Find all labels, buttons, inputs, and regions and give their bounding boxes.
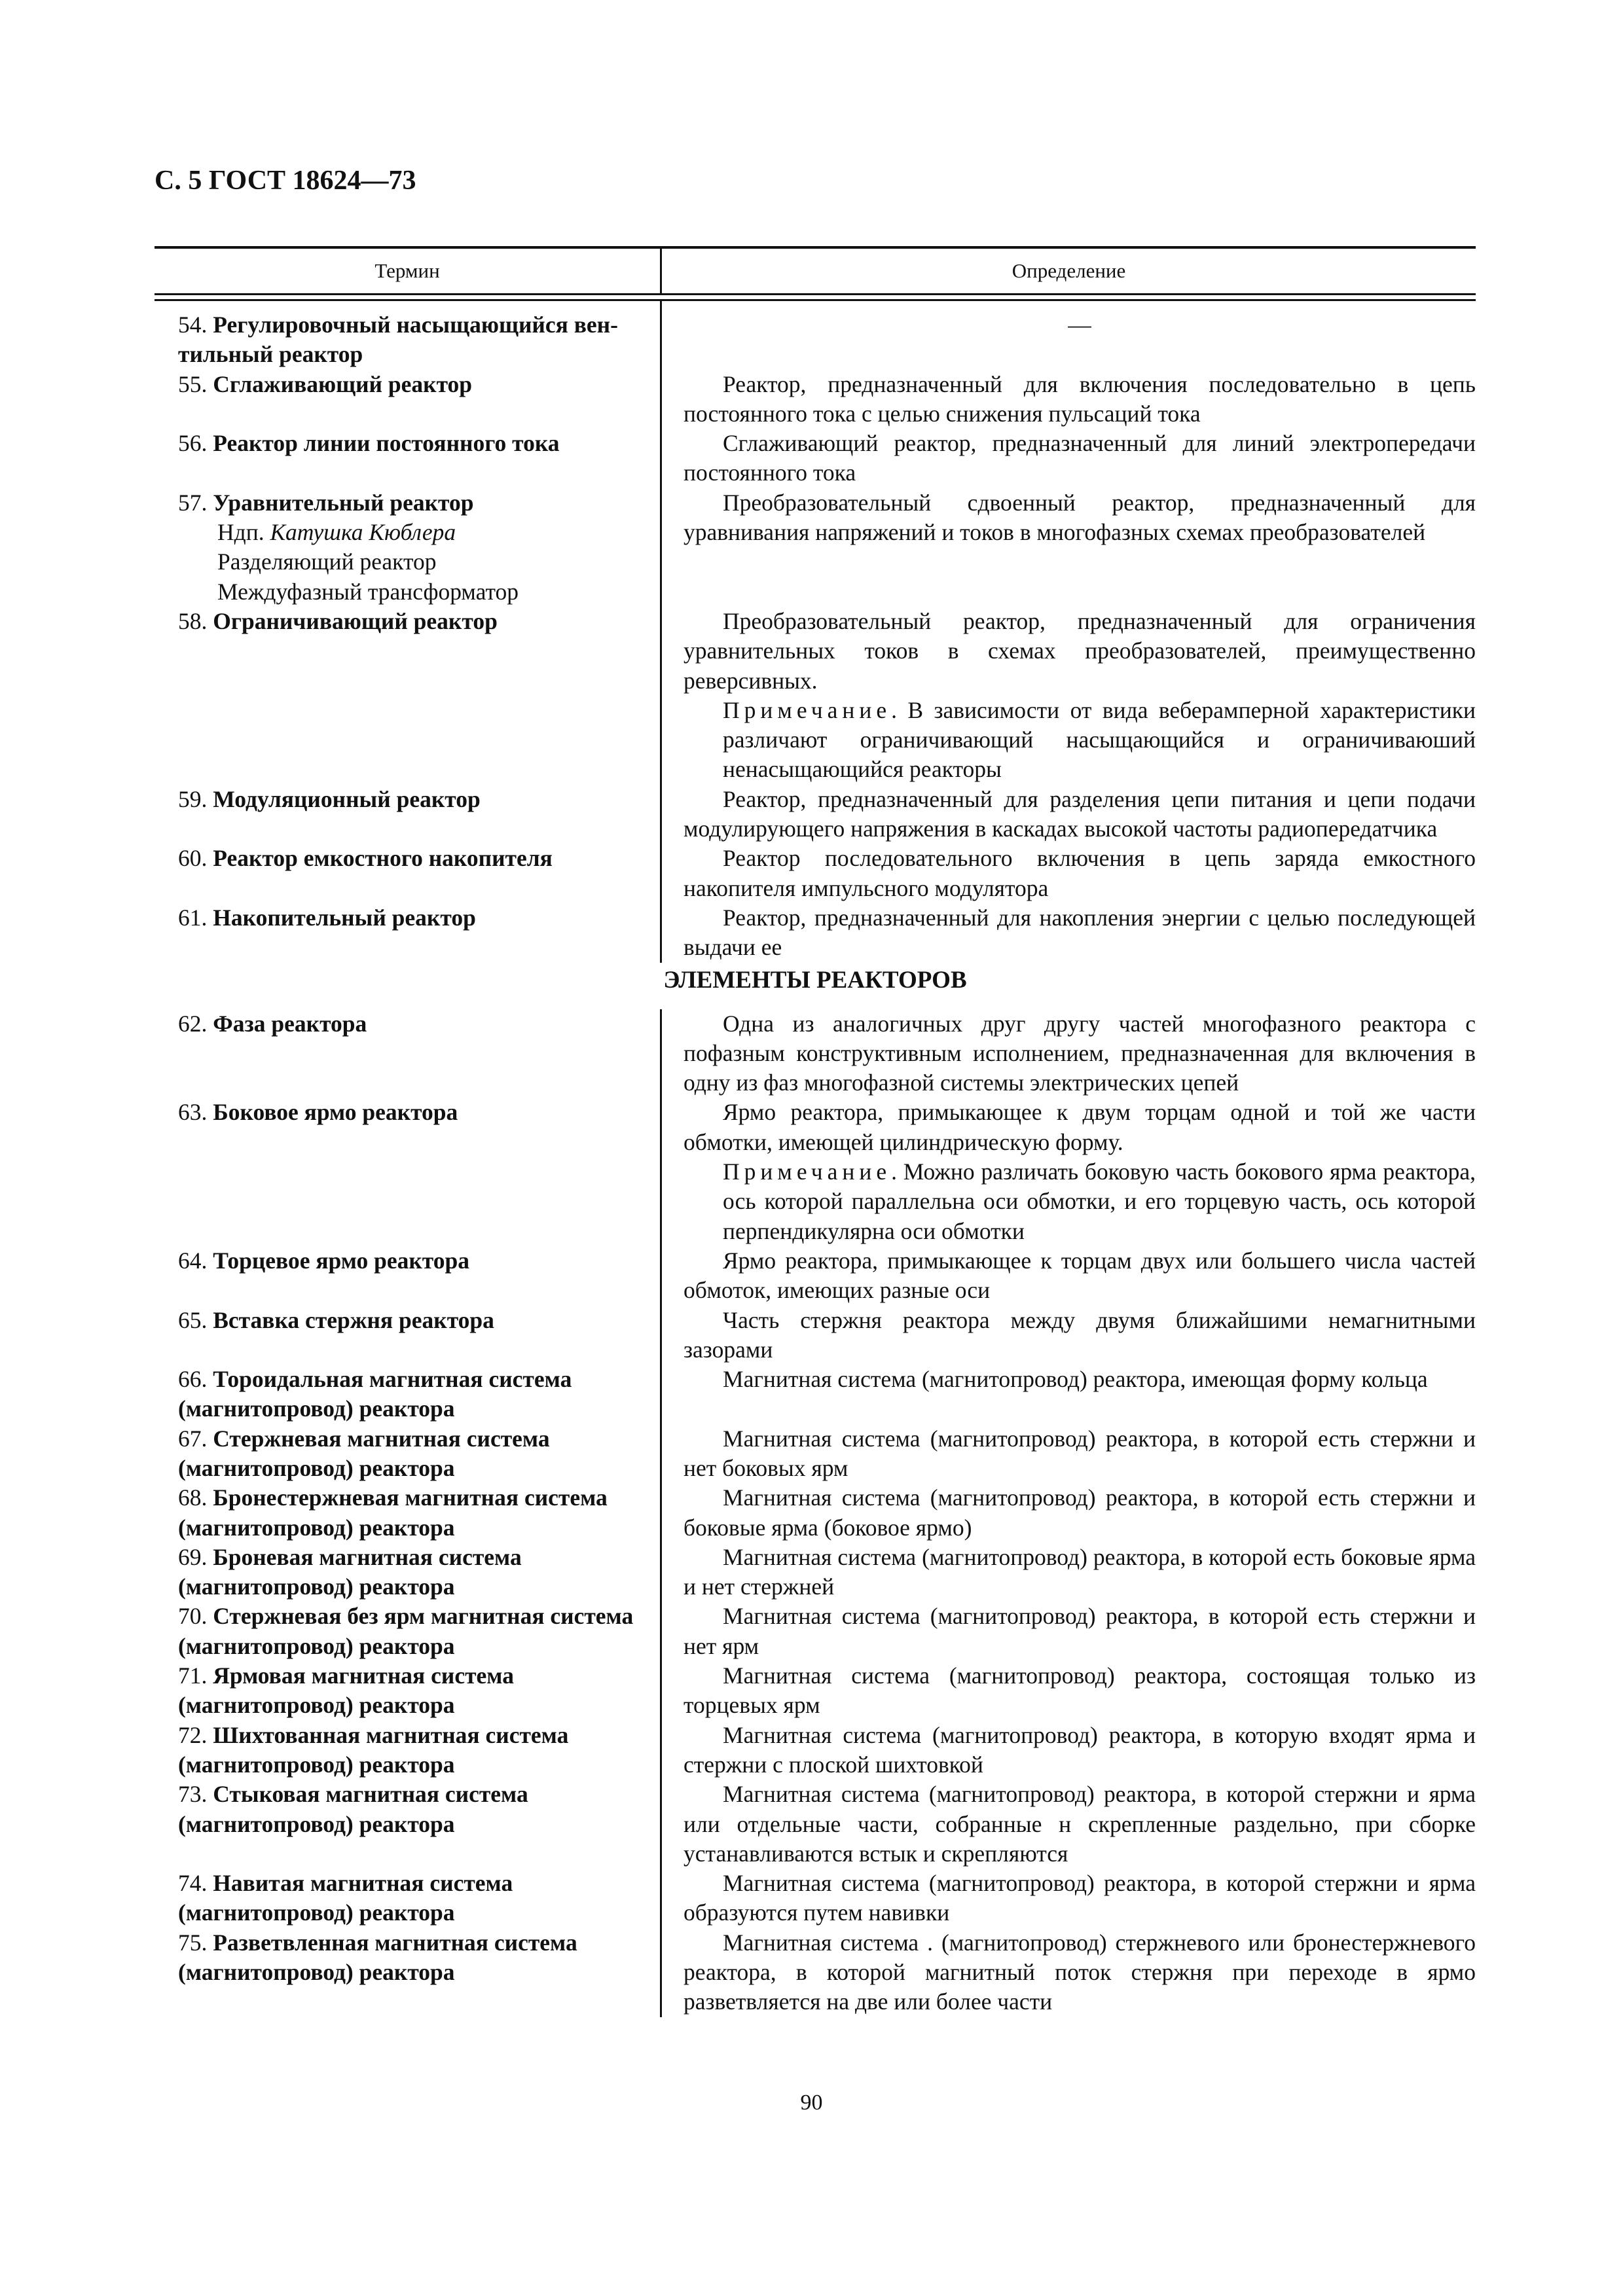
term-cell: [155, 1365, 660, 1424]
term-number: 69.: [178, 1543, 208, 1570]
definition-text: Магнитная система (магнитопровод) реактора, состоящая только из торцевых ярм: [684, 1662, 1476, 1719]
definition-text: Реактор, предназначенный для накопления энергии с целью последующей выдачи ее: [684, 904, 1476, 961]
term-entry: [155, 370, 1476, 429]
term-name: Накопительный реактор: [213, 904, 476, 931]
definition-cell: [660, 370, 1476, 429]
term-entry: [155, 310, 1476, 370]
term-number: 58.: [178, 607, 208, 634]
term-entry: [155, 1483, 1476, 1543]
term-cell: [155, 1483, 660, 1543]
note-body: . В зависимости от вида веберамперной характеристики различают ограничивающий насыщающийся и ограничиваюший ненасыщающийся реакторы: [723, 696, 1476, 783]
definition-text: Ярмо реактора, примыкающее к двум торцам одной и той же части обмотки, имеющей цилиндрическую форму.: [684, 1099, 1476, 1155]
term-name: Торцевое ярмо реактора: [213, 1247, 470, 1274]
term-entry: [155, 1306, 1476, 1365]
term-entry: [155, 1098, 1476, 1246]
term-entry: [155, 1661, 1476, 1721]
definition-text: Магнитная система (магнитопровод) реактора, в которой есть стержни и нет ярм: [684, 1603, 1476, 1659]
term-cell: [155, 370, 660, 429]
term-entry: [155, 1365, 1476, 1424]
term-cell: [155, 844, 660, 903]
term-number: 70.: [178, 1603, 208, 1630]
term-name: Бронестержневая магнитная система (магнитопровод) реактора: [178, 1484, 608, 1541]
term-entry: [155, 1424, 1476, 1484]
synonym-text: Катушка Кюблера: [270, 519, 456, 546]
term-number: 73.: [178, 1781, 208, 1808]
term-entry: [155, 1869, 1476, 1928]
term-number: 63.: [178, 1099, 208, 1126]
note-text: [684, 1157, 1476, 1246]
term-entry: [155, 785, 1476, 844]
term-number: 68.: [178, 1484, 208, 1511]
table-header-row: [155, 246, 1476, 293]
definition-cell: [660, 1424, 1476, 1484]
term-cell: [155, 1009, 660, 1098]
term-cell: [155, 903, 660, 963]
page-header: С. 5 ГОСТ 18624—73: [155, 166, 416, 196]
header-double-rule: [155, 293, 1476, 301]
term-number: 65.: [178, 1306, 208, 1333]
term-entry: [155, 488, 1476, 607]
definition-cell: [660, 785, 1476, 844]
term-cell: [155, 310, 660, 370]
term-cell: [155, 1928, 660, 2017]
entries-block-b: [155, 1009, 1476, 2017]
definition-cell: [660, 1661, 1476, 1721]
definition-cell: [660, 1009, 1476, 1098]
term-column-header: Термин: [155, 249, 662, 293]
term-number: 72.: [178, 1721, 208, 1748]
term-name: Уравнительный реактор: [213, 489, 474, 516]
term-cell: [155, 1424, 660, 1484]
term-cell: [155, 1661, 660, 1721]
entries-block-a: [155, 301, 1476, 963]
definition-cell: [660, 1306, 1476, 1365]
term-cell: [155, 1869, 660, 1928]
term-name: Реактор линии постоянного тока: [213, 430, 560, 457]
term-entry: [155, 1009, 1476, 1098]
term-entry: [155, 1246, 1476, 1306]
term-cell: [155, 1246, 660, 1306]
definition-text: Реактор последовательного включения в цепь заряда емкостного накопителя импульсного модулятора: [684, 845, 1476, 901]
note-text: [684, 696, 1476, 785]
definition-cell: [660, 1869, 1476, 1928]
definition-text: Часть стержня реактора между двумя ближайшими немагнитными зазорами: [684, 1306, 1476, 1363]
term-entry: [155, 607, 1476, 785]
term-number: 62.: [178, 1010, 208, 1037]
term-synonym: [178, 518, 644, 547]
definition-cell: [660, 1928, 1476, 2017]
definition-text: Магнитная система (магнитопровод) реактора, в которой стержни и ярма образуются путем навивки: [684, 1870, 1476, 1926]
definition-text: Реактор, предназначенный для разделения цепи питания и цепи подачи модулирующего напряжения в каскадах высокой частоты радиопередатчика: [684, 785, 1476, 842]
definition-text: Магнитная система (магнитопровод) реактора, в которой стержни и ярма или отдельные части, собранные н скрепленные раздельно, при сборке устанавливаются встык и скрепляются: [684, 1781, 1476, 1867]
term-name: Фаза реактора: [213, 1010, 367, 1037]
definition-cell: [660, 310, 1476, 370]
definition-text: —: [1068, 312, 1091, 338]
definition-cell: [660, 488, 1476, 607]
term-entry: [155, 903, 1476, 963]
definition-cell: [660, 1721, 1476, 1780]
term-name: Навитая магнитная система (магнитопровод) реактора: [178, 1870, 513, 1926]
term-name: Регулировочный насыщающийся вен- тильный реактор: [178, 312, 618, 368]
term-entry: [155, 1721, 1476, 1780]
term-entry: [155, 844, 1476, 903]
term-number: 55.: [178, 370, 208, 397]
definition-text: Магнитная система . (магнитопровод) стержневого или бронестержневого реактора, в которой магнитный поток стержня при переходе в ярмо разветвляется на две или более части: [684, 1929, 1476, 2015]
page-number: 90: [800, 2090, 823, 2115]
term-cell: [155, 1602, 660, 1661]
term-name: Модуляционный реактор: [213, 785, 481, 812]
term-entry: [155, 1602, 1476, 1661]
terms-table: [155, 246, 1476, 2017]
definition-cell: [660, 1483, 1476, 1543]
term-name: Ограничивающий реактор: [213, 607, 498, 634]
definition-text: Магнитная система (магнитопровод) реактора, в которой есть стержни и нет боковых ярм: [684, 1425, 1476, 1481]
definition-text: Магнитная система (магнитопровод) реактора, в которой есть стержни и боковые ярма (боковое ярмо): [684, 1484, 1476, 1541]
definition-column-header: Определение: [1012, 259, 1126, 282]
definition-text: Реактор, предназначенный для включения последовательно в цепь постоянного тока с целью снижения пульсаций тока: [684, 370, 1476, 427]
definition-text: Ярмо реактора, примыкающее к торцам двух или большего числа частей обмоток, имеющих разные оси: [684, 1247, 1476, 1304]
term-cell: [155, 785, 660, 844]
term-number: 64.: [178, 1247, 208, 1274]
term-number: 61.: [178, 904, 208, 931]
definition-text: Одна из аналогичных друг другу частей многофазного реактора с пофазным конструктивным исполнением, предназначенная для включения в одну из фаз многофазной системы электрических цепей: [684, 1010, 1476, 1096]
definition-text: Преобразовательный реактор, предназначенный для ограничения уравнительных токов в схемах преобразователей, преимущественно реверсивных.: [684, 607, 1476, 694]
definition-cell: [660, 1602, 1476, 1661]
term-name: Вставка стержня реактора: [213, 1306, 494, 1333]
definition-cell: [660, 844, 1476, 903]
term-name: Стыковая магнитная система (магнитопровод) реактора: [178, 1781, 528, 1837]
term-entry: [155, 1543, 1476, 1602]
term-number: 54.: [178, 312, 208, 338]
term-number: 66.: [178, 1366, 208, 1393]
definition-text: Магнитная система (магнитопровод) реактора, в которую входят ярма и стержни с плоской шихтовкой: [684, 1721, 1476, 1778]
definition-cell: [660, 1780, 1476, 1869]
term-entry: [155, 1780, 1476, 1869]
definition-cell: [660, 1098, 1476, 1246]
term-name: Броневая магнитная система (магнитопровод) реактора: [178, 1543, 522, 1600]
term-number: 60.: [178, 845, 208, 872]
term-name: Стержневая магнитная система (магнитопровод) реактора: [178, 1425, 550, 1481]
term-cell: [155, 1543, 660, 1602]
definition-cell: [660, 607, 1476, 785]
term-cell: [155, 488, 660, 607]
term-cell: [155, 1721, 660, 1780]
term-name: Сглаживающий реактор: [213, 370, 473, 397]
note-label: Примечание: [723, 696, 892, 723]
term-number: 67.: [178, 1425, 208, 1452]
term-cell: [155, 1306, 660, 1365]
definition-text: Магнитная система (магнитопровод) реактора, имеющая форму кольца: [723, 1366, 1428, 1393]
term-synonym: Междуфазный трансформатор: [217, 578, 519, 605]
term-number: 71.: [178, 1662, 208, 1689]
term-name: Шихтованная магнитная система (магнитопровод) реактора: [178, 1721, 569, 1778]
note-body: . Можно различать боковую часть бокового ярма реактора, ось которой параллельна оси обмотки, и его торцевую часть, ось которой перпендикулярна оси обмотки: [723, 1158, 1476, 1244]
definition-cell: [660, 903, 1476, 963]
term-number: 59.: [178, 785, 208, 812]
term-entry: [155, 429, 1476, 488]
term-name: Разветвленная магнитная система (магнитопровод) реактора: [178, 1929, 577, 1986]
term-name: Стержневая без ярм магнитная система (магнитопровод) реактора: [178, 1603, 634, 1659]
term-number: 75.: [178, 1929, 208, 1956]
term-cell: [155, 607, 660, 785]
term-number: 74.: [178, 1870, 208, 1897]
term-entry: [155, 1928, 1476, 2017]
definition-text: Магнитная система (магнитопровод) реактора, в которой есть боковые ярма и нет стержней: [684, 1543, 1476, 1600]
term-cell: [155, 1780, 660, 1869]
term-name: Реактор емкостного накопителя: [213, 845, 553, 872]
definition-cell: [660, 1365, 1476, 1424]
definition-text: Сглаживающий реактор, предназначенный для линий электропередачи постоянного тока: [684, 430, 1476, 486]
section-title: ЭЛЕМЕНТЫ РЕАКТОРОВ: [663, 966, 967, 994]
term-number: 56.: [178, 430, 208, 457]
definition-text: Преобразовательный сдвоенный реактор, предназначенный для уравнивания напряжений и токов в многофазных схемах преобразователей: [684, 489, 1476, 546]
definition-cell: [660, 1246, 1476, 1306]
term-name: Боковое ярмо реактора: [213, 1099, 458, 1126]
definition-cell: [660, 429, 1476, 488]
synonym-prefix: Ндп.: [217, 519, 270, 546]
note-label: Примечание: [723, 1158, 892, 1185]
definition-cell: [660, 1543, 1476, 1602]
term-cell: [155, 1098, 660, 1246]
term-number: 57.: [178, 489, 208, 516]
term-name: Ярмовая магнитная система (магнитопровод) реактора: [178, 1662, 514, 1719]
term-name: Тороидальная магнитная система (магнитопровод) реактора: [178, 1366, 572, 1422]
term-cell: [155, 429, 660, 488]
term-synonym: Разделяющий реактор: [217, 548, 437, 575]
